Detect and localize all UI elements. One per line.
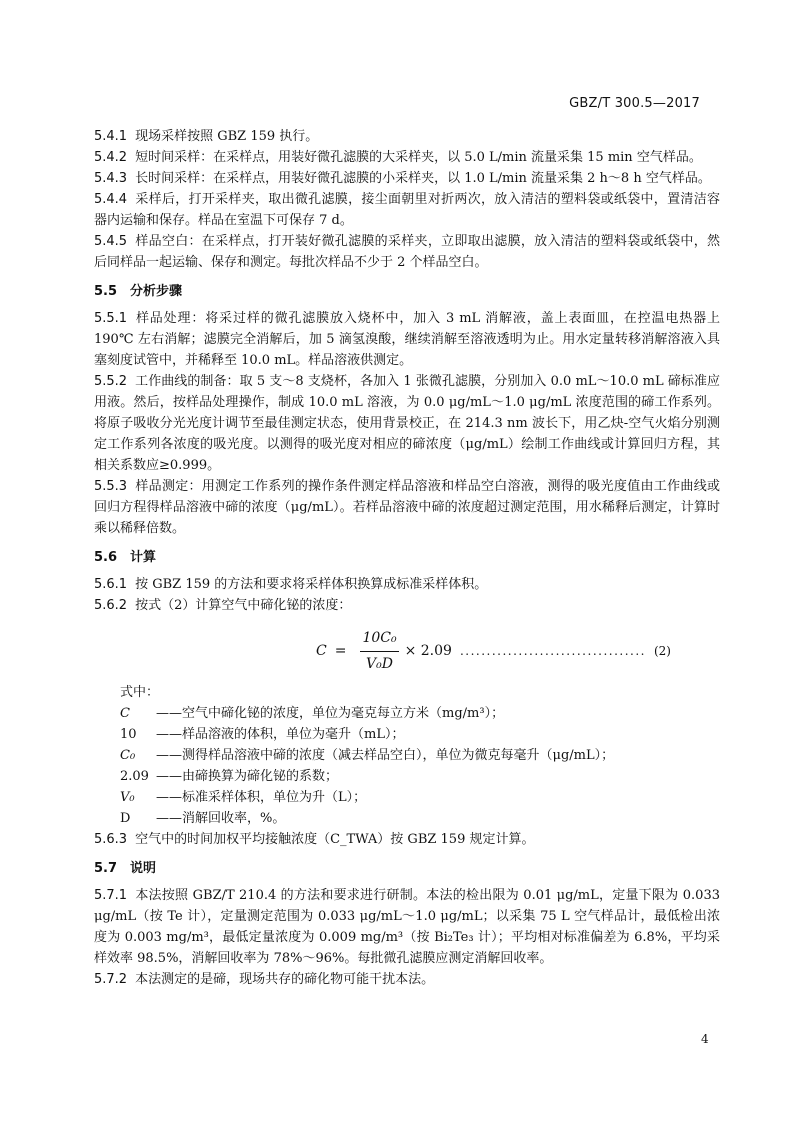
clause-text: 本法测定的是碲，现场共存的碲化物可能干扰本法。 <box>135 972 435 987</box>
clause-number: 5.4.1 <box>94 129 128 144</box>
clause-text: 本法按照 GBZ/T 210.4 的方法和要求进行研制。本法的检出限为 0.01 μg/mL，定量下限为 0.033 μg/mL（按 Te 计），定量测定范围为 0.033 μg/mL～1.0 μg/mL；以采集 75 L 空气样品计，最低检出浓度为 0.003 mg/m³，最低定量浓度为 0.009 mg/m³（按 Bi₂Te₃ 计）；平均相对标准偏差为 6.8%，平均采样效率 98.5%，消解回收率为 78%～96%。每批微孔滤膜应测定消解回收率。 <box>94 888 720 966</box>
clause-5-7-1 <box>94 885 720 969</box>
where-text: ——标准采样体积，单位为升（L）； <box>156 790 367 805</box>
standard-header: GBZ/T 300.5—2017 <box>569 96 700 111</box>
clause-number: 5.7.2 <box>94 972 128 987</box>
clause-number: 5.4.3 <box>94 171 128 186</box>
clause-5-6-2 <box>94 595 720 616</box>
clause-5-4-3 <box>94 168 720 189</box>
clause-5-4-1 <box>94 126 720 147</box>
clause-5-4-2 <box>94 147 720 168</box>
where-text: ——空气中碲化铋的浓度，单位为毫克每立方米（mg/m³）； <box>156 706 505 721</box>
where-item <box>120 787 720 808</box>
where-symbol: C₀ <box>120 748 136 763</box>
where-symbol: 10 <box>120 727 137 742</box>
clause-text: 长时间采样：在采样点，用装好微孔滤膜的小采样夹，以 1.0 L/min 流量采集 2 h～8 h 空气样品。 <box>135 171 711 186</box>
clause-text: 按式（2）计算空气中碲化铋的浓度： <box>135 598 352 613</box>
clause-text: 空气中的时间加权平均接触浓度（C_TWA）按 GBZ 159 规定计算。 <box>135 832 535 847</box>
where-item <box>120 724 720 745</box>
clause-5-6-1 <box>94 574 720 595</box>
where-text: ——测得样品溶液中碲的浓度（减去样品空白），单位为微克每毫升（μg/mL）； <box>156 748 615 763</box>
clause-number: 5.7.1 <box>94 888 128 903</box>
clause-5-4-5 <box>94 231 720 273</box>
where-item <box>120 808 720 829</box>
where-symbol: 2.09 <box>120 769 149 784</box>
formula-lhs: C <box>316 642 327 659</box>
formula-2 <box>94 620 720 682</box>
clause-text: 短时间采样：在采样点，用装好微孔滤膜的大采样夹，以 5.0 L/min 流量采集 15 min 空气样品。 <box>135 150 702 165</box>
content-body <box>94 126 720 990</box>
formula-expression <box>316 628 671 675</box>
where-label: 式中： <box>120 685 160 700</box>
formula-numerator: 10C₀ <box>360 628 398 652</box>
formula-leader-dots: ................................... <box>459 643 646 658</box>
section-heading-5-7: 5.7 说明 <box>94 861 157 876</box>
clause-number: 5.5.2 <box>94 374 128 389</box>
where-item <box>120 703 720 724</box>
clause-5-6-3 <box>94 829 720 850</box>
formula-multiplier: × 2.09 <box>404 642 452 659</box>
where-text: ——由碲换算为碲化铋的系数； <box>156 769 339 784</box>
where-text: ——消解回收率，%。 <box>156 811 286 826</box>
page-number: 4 <box>701 1032 709 1046</box>
clause-text: 工作曲线的制备：取 5 支～8 支烧杯，各加入 1 张微孔滤膜，分别加入 0.0 mL～10.0 mL 碲标准应用液。然后，按样品处理操作，制成 10.0 mL 溶液，为 0.0 μg/mL～1.0 μg/mL 浓度范围的碲工作系列。将原子吸收分光光度计调节至最佳测定状态，使用背景校正，在 214.3 nm 波长下，用乙炔-空气火焰分别测定工作系列各浓度的吸光度。以测得的吸光度对相应的碲浓度（μg/mL）绘制工作曲线或计算回归方程，其相关系数应≥0.999。 <box>94 374 720 473</box>
clause-number: 5.6.3 <box>94 832 128 847</box>
clause-5-7-2 <box>94 969 720 990</box>
section-heading-5-6: 5.6 计算 <box>94 550 157 565</box>
clause-number: 5.6.2 <box>94 598 128 613</box>
clause-text: 样品处理：将采过样的微孔滤膜放入烧杯中，加入 3 mL 消解液，盖上表面皿，在控温电热器上 190℃ 左右消解；滤膜完全消解后，加 5 滴氢溴酸，继续消解至溶液透明为止。用水定量转移消解溶液入具塞刻度试管中，并稀释至 10.0 mL。样品溶液供测定。 <box>94 311 720 368</box>
clause-5-4-4 <box>94 189 720 231</box>
clause-number: 5.5.3 <box>94 479 128 494</box>
clause-text: 采样后，打开采样夹，取出微孔滤膜，接尘面朝里对折两次，放入清洁的塑料袋或纸袋中，置清洁容器内运输和保存。样品在室温下可保存 7 d。 <box>94 192 720 228</box>
clause-number: 5.4.4 <box>94 192 128 207</box>
where-symbol: V₀ <box>120 790 135 805</box>
where-block <box>120 682 720 829</box>
formula-fraction <box>360 628 398 675</box>
clause-5-5-1 <box>94 308 720 371</box>
formula-number: (2) <box>653 643 671 658</box>
clause-number: 5.4.2 <box>94 150 128 165</box>
where-item <box>120 745 720 766</box>
clause-number: 5.6.1 <box>94 577 128 592</box>
where-item <box>120 766 720 787</box>
clause-number: 5.5.1 <box>94 311 128 326</box>
where-text: ——样品溶液的体积，单位为毫升（mL）； <box>156 727 405 742</box>
formula-denominator: V₀D <box>366 655 393 672</box>
clause-5-5-2 <box>94 371 720 476</box>
formula-equals: = <box>334 642 347 659</box>
where-symbol: C <box>120 706 130 721</box>
clause-text: 现场采样按照 GBZ 159 执行。 <box>135 129 319 144</box>
clause-text: 样品空白：在采样点，打开装好微孔滤膜的采样夹，立即取出滤膜，放入清洁的塑料袋或纸袋中，然后同样品一起运输、保存和测定。每批次样品不少于 2 个样品空白。 <box>94 234 720 270</box>
clause-text: 样品测定：用测定工作系列的操作条件测定样品溶液和样品空白溶液，测得的吸光度值由工作曲线或回归方程得样品溶液中碲的浓度（μg/mL）。若样品溶液中碲的浓度超过测定范围，用水稀释后测定，计算时乘以稀释倍数。 <box>94 479 720 536</box>
where-symbol: D <box>120 811 131 826</box>
section-heading-5-5: 5.5 分析步骤 <box>94 284 183 299</box>
clause-text: 按 GBZ 159 的方法和要求将采样体积换算成标准采样体积。 <box>135 577 488 592</box>
clause-5-5-3 <box>94 476 720 539</box>
clause-number: 5.4.5 <box>94 234 128 249</box>
